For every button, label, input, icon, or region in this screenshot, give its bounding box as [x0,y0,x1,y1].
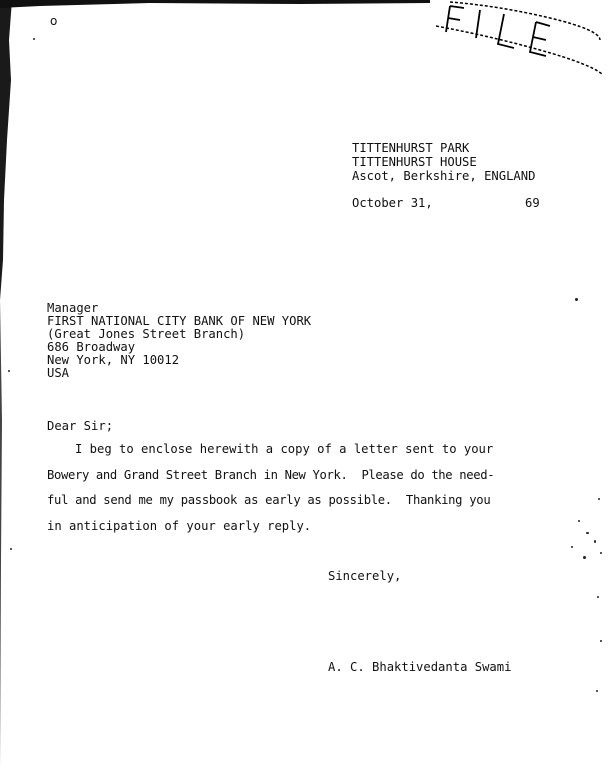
recipient-line-1: Manager [47,301,99,315]
scan-speck [575,298,578,301]
scan-speck [596,690,598,692]
letter-year: 69 [525,196,540,210]
signature-name: A. C. Bhaktivedanta Swami [328,660,512,674]
scan-edge-left [0,0,14,771]
corner-mark: o [50,14,58,28]
closing: Sincerely, [328,569,402,583]
scan-speck [600,552,602,554]
scan-speck [583,556,586,559]
scan-speck [594,540,596,543]
file-stamp-graphic [430,0,608,82]
sender-address-line-1: TITTENHURST PARK [352,141,470,155]
scan-speck [578,520,580,522]
scan-speck [586,532,589,534]
letter-date: October 31, [352,196,433,210]
recipient-line-6: USA [47,366,70,380]
sender-address-line-2: TITTENHURST HOUSE [352,155,477,169]
body-line-1: I beg to enclose herewith a copy of a letter sent to your [75,442,494,456]
salutation: Dear Sir; [47,419,114,433]
recipient-line-3: (Great Jones Street Branch) [47,327,246,341]
sender-address-line-3: Ascot, Berkshire, ENGLAND [352,169,536,183]
scan-speck [598,498,600,500]
scan-speck [571,546,573,548]
recipient-line-4: 686 Broadway [47,340,136,354]
recipient-line-5: New York, NY 10012 [47,353,180,367]
scan-speck [10,548,12,550]
scan-speck [597,596,599,598]
scan-speck [33,38,35,40]
body-line-3: ful and send me my passbook as early as possible. Thanking you [47,493,491,507]
scan-speck [8,370,10,372]
scan-edge-top [0,0,430,10]
recipient-line-2: FIRST NATIONAL CITY BANK OF NEW YORK [47,314,312,328]
body-line-2: Bowery and Grand Street Branch in New York. Please do the need- [47,468,495,482]
scan-speck [600,640,602,642]
body-line-4: in anticipation of your early reply. [47,519,312,533]
